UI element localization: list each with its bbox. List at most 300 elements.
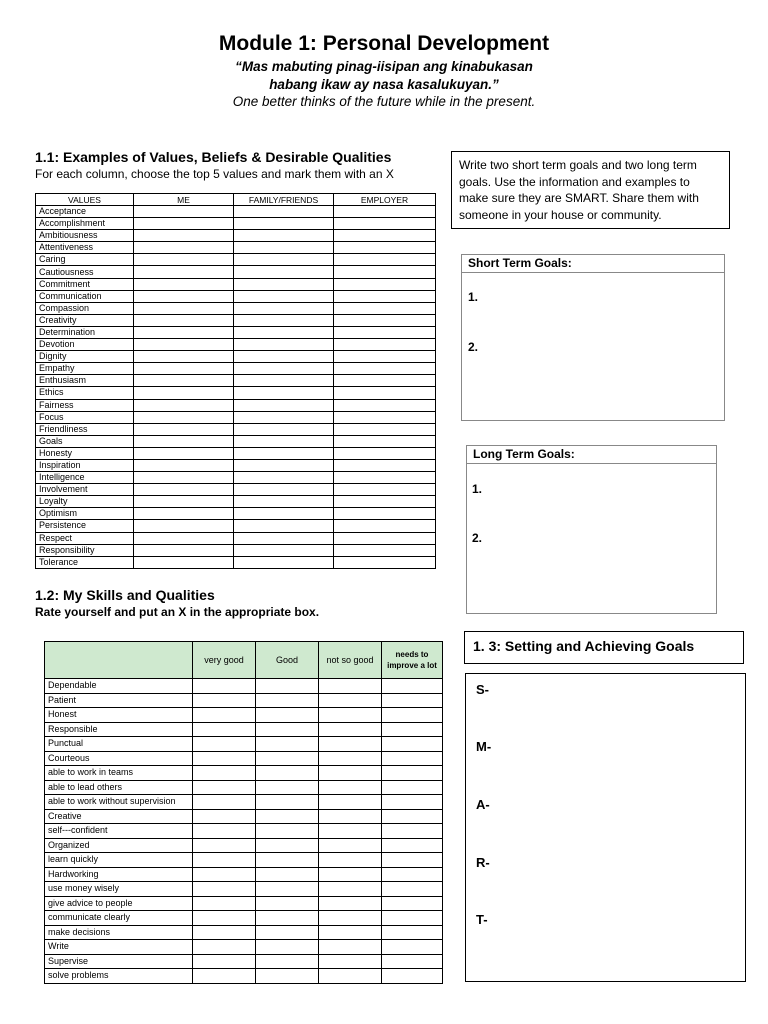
skills-mark-cell[interactable]: [319, 867, 382, 882]
values-mark-cell[interactable]: [134, 242, 234, 254]
skills-mark-cell[interactable]: [193, 969, 256, 984]
skills-mark-cell[interactable]: [382, 911, 443, 926]
skills-mark-cell[interactable]: [256, 722, 319, 737]
skills-row-label: Dependable: [45, 679, 193, 694]
skills-mark-cell[interactable]: [256, 882, 319, 897]
values-mark-cell[interactable]: [334, 472, 436, 484]
values-row: [36, 218, 436, 230]
values-mark-cell[interactable]: [334, 423, 436, 435]
values-row-label: Honesty: [36, 447, 134, 459]
values-mark-cell[interactable]: [234, 363, 334, 375]
skills-mark-cell[interactable]: [319, 809, 382, 824]
values-mark-cell[interactable]: [134, 254, 234, 266]
skills-mark-cell[interactable]: [319, 853, 382, 868]
values-table: [35, 193, 436, 569]
smart-r-label: R-: [476, 855, 490, 870]
skills-mark-cell[interactable]: [319, 693, 382, 708]
values-mark-cell[interactable]: [134, 556, 234, 568]
values-mark-cell[interactable]: [134, 520, 234, 532]
skills-mark-cell[interactable]: [193, 911, 256, 926]
values-mark-cell[interactable]: [234, 508, 334, 520]
skills-mark-cell[interactable]: [193, 809, 256, 824]
skills-mark-cell[interactable]: [256, 766, 319, 781]
skills-row-label: Creative: [45, 809, 193, 824]
skills-mark-cell[interactable]: [319, 679, 382, 694]
values-mark-cell[interactable]: [134, 447, 234, 459]
skills-mark-cell[interactable]: [256, 969, 319, 984]
values-mark-cell[interactable]: [234, 254, 334, 266]
values-mark-cell[interactable]: [134, 339, 234, 351]
values-row: [36, 459, 436, 471]
skills-mark-cell[interactable]: [193, 838, 256, 853]
values-mark-cell[interactable]: [134, 496, 234, 508]
long-term-goal-1-label: 1.: [472, 482, 483, 496]
values-row: [36, 290, 436, 302]
skills-mark-cell[interactable]: [382, 722, 443, 737]
values-mark-cell[interactable]: [334, 351, 436, 363]
values-mark-cell[interactable]: [334, 496, 436, 508]
skills-mark-cell[interactable]: [256, 693, 319, 708]
values-row: [36, 532, 436, 544]
values-mark-cell[interactable]: [334, 435, 436, 447]
values-mark-cell[interactable]: [234, 496, 334, 508]
skills-header-cell: Good: [256, 642, 319, 679]
long-term-goals-title: Long Term Goals:: [467, 446, 716, 464]
skills-mark-cell[interactable]: [256, 925, 319, 940]
skills-row: [45, 911, 443, 926]
values-row: [36, 266, 436, 278]
values-mark-cell[interactable]: [234, 423, 334, 435]
values-mark-cell[interactable]: [334, 314, 436, 326]
values-mark-cell[interactable]: [134, 411, 234, 423]
skills-mark-cell[interactable]: [193, 679, 256, 694]
values-mark-cell[interactable]: [234, 399, 334, 411]
values-row-label: Caring: [36, 254, 134, 266]
skills-mark-cell[interactable]: [382, 940, 443, 955]
skills-mark-cell[interactable]: [256, 679, 319, 694]
values-mark-cell[interactable]: [234, 520, 334, 532]
skills-row-label: communicate clearly: [45, 911, 193, 926]
values-mark-cell[interactable]: [234, 266, 334, 278]
skills-row: [45, 925, 443, 940]
skills-row: [45, 766, 443, 781]
skills-row-label: able to lead others: [45, 780, 193, 795]
skills-mark-cell[interactable]: [382, 679, 443, 694]
skills-mark-cell[interactable]: [382, 882, 443, 897]
values-mark-cell[interactable]: [334, 230, 436, 242]
values-mark-cell[interactable]: [334, 556, 436, 568]
values-mark-cell[interactable]: [234, 314, 334, 326]
smart-s-label: S-: [476, 682, 489, 697]
skills-mark-cell[interactable]: [256, 896, 319, 911]
skills-row-label: make decisions: [45, 925, 193, 940]
skills-row-label: give advice to people: [45, 896, 193, 911]
skills-mark-cell[interactable]: [256, 824, 319, 839]
values-mark-cell[interactable]: [234, 351, 334, 363]
skills-mark-cell[interactable]: [319, 780, 382, 795]
values-row-label: Respect: [36, 532, 134, 544]
section-1-1-subtitle: For each column, choose the top 5 values and mark them with an X: [35, 167, 394, 181]
values-row: [36, 302, 436, 314]
skills-row-label: Courteous: [45, 751, 193, 766]
values-mark-cell[interactable]: [334, 520, 436, 532]
skills-mark-cell[interactable]: [382, 693, 443, 708]
values-mark-cell[interactable]: [334, 387, 436, 399]
skills-mark-cell[interactable]: [319, 911, 382, 926]
skills-mark-cell[interactable]: [193, 693, 256, 708]
values-mark-cell[interactable]: [134, 387, 234, 399]
values-mark-cell[interactable]: [334, 278, 436, 290]
skills-mark-cell[interactable]: [319, 954, 382, 969]
values-mark-cell[interactable]: [234, 302, 334, 314]
skills-row: [45, 809, 443, 824]
values-row: [36, 326, 436, 338]
values-mark-cell[interactable]: [134, 399, 234, 411]
values-row: [36, 484, 436, 496]
skills-mark-cell[interactable]: [382, 809, 443, 824]
values-mark-cell[interactable]: [234, 411, 334, 423]
skills-mark-cell[interactable]: [193, 766, 256, 781]
values-row-label: Goals: [36, 435, 134, 447]
values-mark-cell[interactable]: [134, 266, 234, 278]
smart-t-label: T-: [476, 912, 488, 927]
skills-row: [45, 737, 443, 752]
skills-row-label: Punctual: [45, 737, 193, 752]
values-row: [36, 278, 436, 290]
skills-mark-cell[interactable]: [193, 795, 256, 810]
skills-row-label: Organized: [45, 838, 193, 853]
values-header-cell: VALUES: [36, 194, 134, 206]
skills-mark-cell[interactable]: [256, 809, 319, 824]
skills-mark-cell[interactable]: [193, 751, 256, 766]
values-row-label: Loyalty: [36, 496, 134, 508]
values-mark-cell[interactable]: [334, 447, 436, 459]
values-row: [36, 472, 436, 484]
skills-mark-cell[interactable]: [193, 867, 256, 882]
values-mark-cell[interactable]: [334, 242, 436, 254]
values-row: [36, 339, 436, 351]
values-row: [36, 206, 436, 218]
values-mark-cell[interactable]: [234, 230, 334, 242]
values-mark-cell[interactable]: [334, 363, 436, 375]
values-row-label: Optimism: [36, 508, 134, 520]
values-mark-cell[interactable]: [134, 544, 234, 556]
skills-row-label: Patient: [45, 693, 193, 708]
quote-line-1: “Mas mabuting pinag-iisipan ang kinabukasan: [235, 59, 533, 74]
values-mark-cell[interactable]: [334, 254, 436, 266]
values-mark-cell[interactable]: [134, 230, 234, 242]
values-mark-cell[interactable]: [234, 242, 334, 254]
skills-row: [45, 838, 443, 853]
skills-mark-cell[interactable]: [319, 722, 382, 737]
values-mark-cell[interactable]: [334, 302, 436, 314]
values-mark-cell[interactable]: [334, 266, 436, 278]
short-term-goal-2-label: 2.: [468, 340, 479, 354]
values-row-label: Accomplishment: [36, 218, 134, 230]
skills-mark-cell[interactable]: [256, 708, 319, 723]
skills-row-label: Write: [45, 940, 193, 955]
short-term-goal-1-label: 1.: [468, 290, 479, 304]
values-mark-cell[interactable]: [234, 532, 334, 544]
values-mark-cell[interactable]: [334, 532, 436, 544]
values-mark-cell[interactable]: [334, 508, 436, 520]
skills-mark-cell[interactable]: [256, 737, 319, 752]
smart-box: [465, 673, 746, 982]
values-mark-cell[interactable]: [234, 326, 334, 338]
skills-row-label: Honest: [45, 708, 193, 723]
skills-mark-cell[interactable]: [382, 867, 443, 882]
skills-mark-cell[interactable]: [319, 838, 382, 853]
skills-row-label: Hardworking: [45, 867, 193, 882]
values-mark-cell[interactable]: [134, 326, 234, 338]
values-row-label: Acceptance: [36, 206, 134, 218]
skills-row: [45, 853, 443, 868]
skills-row: [45, 708, 443, 723]
skills-mark-cell[interactable]: [256, 751, 319, 766]
values-row: [36, 375, 436, 387]
skills-mark-cell[interactable]: [382, 925, 443, 940]
values-row-label: Fairness: [36, 399, 134, 411]
skills-row: [45, 940, 443, 955]
values-row-label: Focus: [36, 411, 134, 423]
values-mark-cell[interactable]: [134, 435, 234, 447]
values-row-label: Tolerance: [36, 556, 134, 568]
skills-mark-cell[interactable]: [256, 780, 319, 795]
smart-m-label: M-: [476, 739, 492, 754]
values-row-label: Intelligence: [36, 472, 134, 484]
values-mark-cell[interactable]: [334, 218, 436, 230]
skills-mark-cell[interactable]: [193, 737, 256, 752]
values-mark-cell[interactable]: [334, 339, 436, 351]
values-mark-cell[interactable]: [234, 556, 334, 568]
values-mark-cell[interactable]: [134, 278, 234, 290]
page-title: Module 1: Personal Development: [218, 32, 550, 55]
skills-row: [45, 795, 443, 810]
values-mark-cell[interactable]: [234, 206, 334, 218]
skills-mark-cell[interactable]: [382, 737, 443, 752]
skills-mark-cell[interactable]: [319, 824, 382, 839]
skills-header-cell: not so good: [319, 642, 382, 679]
skills-header-cell: [45, 642, 193, 679]
values-mark-cell[interactable]: [234, 459, 334, 471]
skills-mark-cell[interactable]: [256, 853, 319, 868]
values-row: [36, 423, 436, 435]
skills-mark-cell[interactable]: [319, 940, 382, 955]
quote-translation: One better thinks of the future while in the present.: [232, 94, 536, 109]
skills-mark-cell[interactable]: [256, 954, 319, 969]
values-row-label: Empathy: [36, 363, 134, 375]
values-row-label: Enthusiasm: [36, 375, 134, 387]
skills-row: [45, 751, 443, 766]
values-mark-cell[interactable]: [134, 206, 234, 218]
skills-row: [45, 679, 443, 694]
values-mark-cell[interactable]: [134, 351, 234, 363]
skills-row-label: able to work without supervision: [45, 795, 193, 810]
values-row-label: Creativity: [36, 314, 134, 326]
skills-mark-cell[interactable]: [319, 766, 382, 781]
values-row-label: Involvement: [36, 484, 134, 496]
skills-mark-cell[interactable]: [382, 853, 443, 868]
section-1-3-title: 1. 3: Setting and Achieving Goals: [464, 631, 744, 664]
values-mark-cell[interactable]: [234, 447, 334, 459]
values-row-label: Ethics: [36, 387, 134, 399]
skills-mark-cell[interactable]: [319, 925, 382, 940]
values-header-cell: EMPLOYER: [334, 194, 436, 206]
values-mark-cell[interactable]: [134, 314, 234, 326]
skills-mark-cell[interactable]: [193, 853, 256, 868]
long-term-goal-2-label: 2.: [472, 531, 483, 545]
skills-row-label: use money wisely: [45, 882, 193, 897]
values-mark-cell[interactable]: [234, 435, 334, 447]
values-row: [36, 496, 436, 508]
values-mark-cell[interactable]: [334, 375, 436, 387]
smart-a-label: A-: [476, 797, 490, 812]
values-row: [36, 363, 436, 375]
values-mark-cell[interactable]: [234, 484, 334, 496]
section-1-2-subtitle: Rate yourself and put an X in the appropriate box.: [35, 605, 320, 619]
skills-mark-cell[interactable]: [256, 867, 319, 882]
skills-row-label: learn quickly: [45, 853, 193, 868]
skills-row: [45, 969, 443, 984]
values-row: [36, 447, 436, 459]
skills-row: [45, 867, 443, 882]
values-row: [36, 254, 436, 266]
skills-mark-cell[interactable]: [256, 838, 319, 853]
values-row: [36, 314, 436, 326]
values-row-label: Persistence: [36, 520, 134, 532]
skills-mark-cell[interactable]: [319, 737, 382, 752]
values-row-label: Commitment: [36, 278, 134, 290]
skills-mark-cell[interactable]: [319, 751, 382, 766]
skills-mark-cell[interactable]: [193, 954, 256, 969]
skills-row-label: Supervise: [45, 954, 193, 969]
skills-mark-cell[interactable]: [382, 969, 443, 984]
long-term-goals-box: [466, 445, 717, 614]
skills-mark-cell[interactable]: [319, 969, 382, 984]
values-mark-cell[interactable]: [234, 339, 334, 351]
skills-mark-cell[interactable]: [256, 911, 319, 926]
skills-mark-cell[interactable]: [193, 824, 256, 839]
values-row: [36, 435, 436, 447]
values-mark-cell[interactable]: [334, 484, 436, 496]
values-mark-cell[interactable]: [134, 290, 234, 302]
skills-row-label: self---confident: [45, 824, 193, 839]
values-row-label: Devotion: [36, 339, 134, 351]
section-1-2-title: 1.2: My Skills and Qualities: [35, 587, 215, 603]
skills-row: [45, 954, 443, 969]
values-mark-cell[interactable]: [334, 544, 436, 556]
values-mark-cell[interactable]: [334, 459, 436, 471]
skills-header-cell: needs to improve a lot: [382, 642, 443, 679]
values-mark-cell[interactable]: [134, 532, 234, 544]
skills-mark-cell[interactable]: [382, 824, 443, 839]
skills-mark-cell[interactable]: [382, 708, 443, 723]
short-term-goals-title: Short Term Goals:: [462, 255, 724, 273]
skills-mark-cell[interactable]: [319, 708, 382, 723]
skills-mark-cell[interactable]: [193, 896, 256, 911]
skills-mark-cell[interactable]: [382, 751, 443, 766]
skills-mark-cell[interactable]: [319, 795, 382, 810]
skills-header-cell: very good: [193, 642, 256, 679]
values-mark-cell[interactable]: [134, 375, 234, 387]
skills-mark-cell[interactable]: [382, 780, 443, 795]
values-header-cell: FAMILY/FRIENDS: [234, 194, 334, 206]
skills-mark-cell[interactable]: [193, 882, 256, 897]
values-mark-cell[interactable]: [234, 472, 334, 484]
values-row: [36, 351, 436, 363]
values-header-cell: ME: [134, 194, 234, 206]
short-term-goals-box: [461, 254, 725, 421]
skills-table: [44, 641, 443, 984]
values-row-label: Inspiration: [36, 459, 134, 471]
values-mark-cell[interactable]: [234, 544, 334, 556]
skills-mark-cell[interactable]: [382, 896, 443, 911]
skills-mark-cell[interactable]: [319, 896, 382, 911]
quote-line-2: habang ikaw ay nasa kasalukuyan.”: [269, 77, 499, 92]
skills-mark-cell[interactable]: [193, 780, 256, 795]
values-mark-cell[interactable]: [134, 508, 234, 520]
values-row-label: Communication: [36, 290, 134, 302]
values-mark-cell[interactable]: [334, 290, 436, 302]
values-mark-cell[interactable]: [234, 387, 334, 399]
skills-mark-cell[interactable]: [319, 882, 382, 897]
skills-row: [45, 882, 443, 897]
values-mark-cell[interactable]: [134, 363, 234, 375]
values-row: [36, 411, 436, 423]
skills-mark-cell[interactable]: [256, 795, 319, 810]
skills-mark-cell[interactable]: [382, 954, 443, 969]
values-mark-cell[interactable]: [234, 218, 334, 230]
skills-mark-cell[interactable]: [256, 940, 319, 955]
skills-row: [45, 693, 443, 708]
values-mark-cell[interactable]: [134, 423, 234, 435]
instructions-box: Write two short term goals and two long term goals. Use the information and examples to make sure they are SMART. Share them with someone in your house or community.: [451, 151, 730, 229]
skills-mark-cell[interactable]: [382, 766, 443, 781]
skills-mark-cell[interactable]: [193, 722, 256, 737]
values-mark-cell[interactable]: [334, 411, 436, 423]
values-row-label: Friendliness: [36, 423, 134, 435]
values-row-label: Ambitiousness: [36, 230, 134, 242]
skills-row: [45, 824, 443, 839]
skills-row-label: able to work in teams: [45, 766, 193, 781]
values-mark-cell[interactable]: [134, 484, 234, 496]
values-row-label: Dignity: [36, 351, 134, 363]
skills-mark-cell[interactable]: [382, 838, 443, 853]
values-mark-cell[interactable]: [234, 278, 334, 290]
values-mark-cell[interactable]: [134, 459, 234, 471]
values-row: [36, 242, 436, 254]
skills-mark-cell[interactable]: [382, 795, 443, 810]
values-mark-cell[interactable]: [134, 218, 234, 230]
values-row-label: Responsibility: [36, 544, 134, 556]
skills-mark-cell[interactable]: [193, 708, 256, 723]
values-mark-cell[interactable]: [334, 326, 436, 338]
values-mark-cell[interactable]: [134, 472, 234, 484]
values-mark-cell[interactable]: [134, 302, 234, 314]
skills-row: [45, 896, 443, 911]
skills-row: [45, 780, 443, 795]
values-row: [36, 230, 436, 242]
values-mark-cell[interactable]: [234, 375, 334, 387]
values-mark-cell[interactable]: [334, 206, 436, 218]
values-row: [36, 556, 436, 568]
skills-row: [45, 722, 443, 737]
values-row-label: Compassion: [36, 302, 134, 314]
values-mark-cell[interactable]: [334, 399, 436, 411]
skills-mark-cell[interactable]: [193, 925, 256, 940]
skills-mark-cell[interactable]: [193, 940, 256, 955]
values-mark-cell[interactable]: [234, 290, 334, 302]
